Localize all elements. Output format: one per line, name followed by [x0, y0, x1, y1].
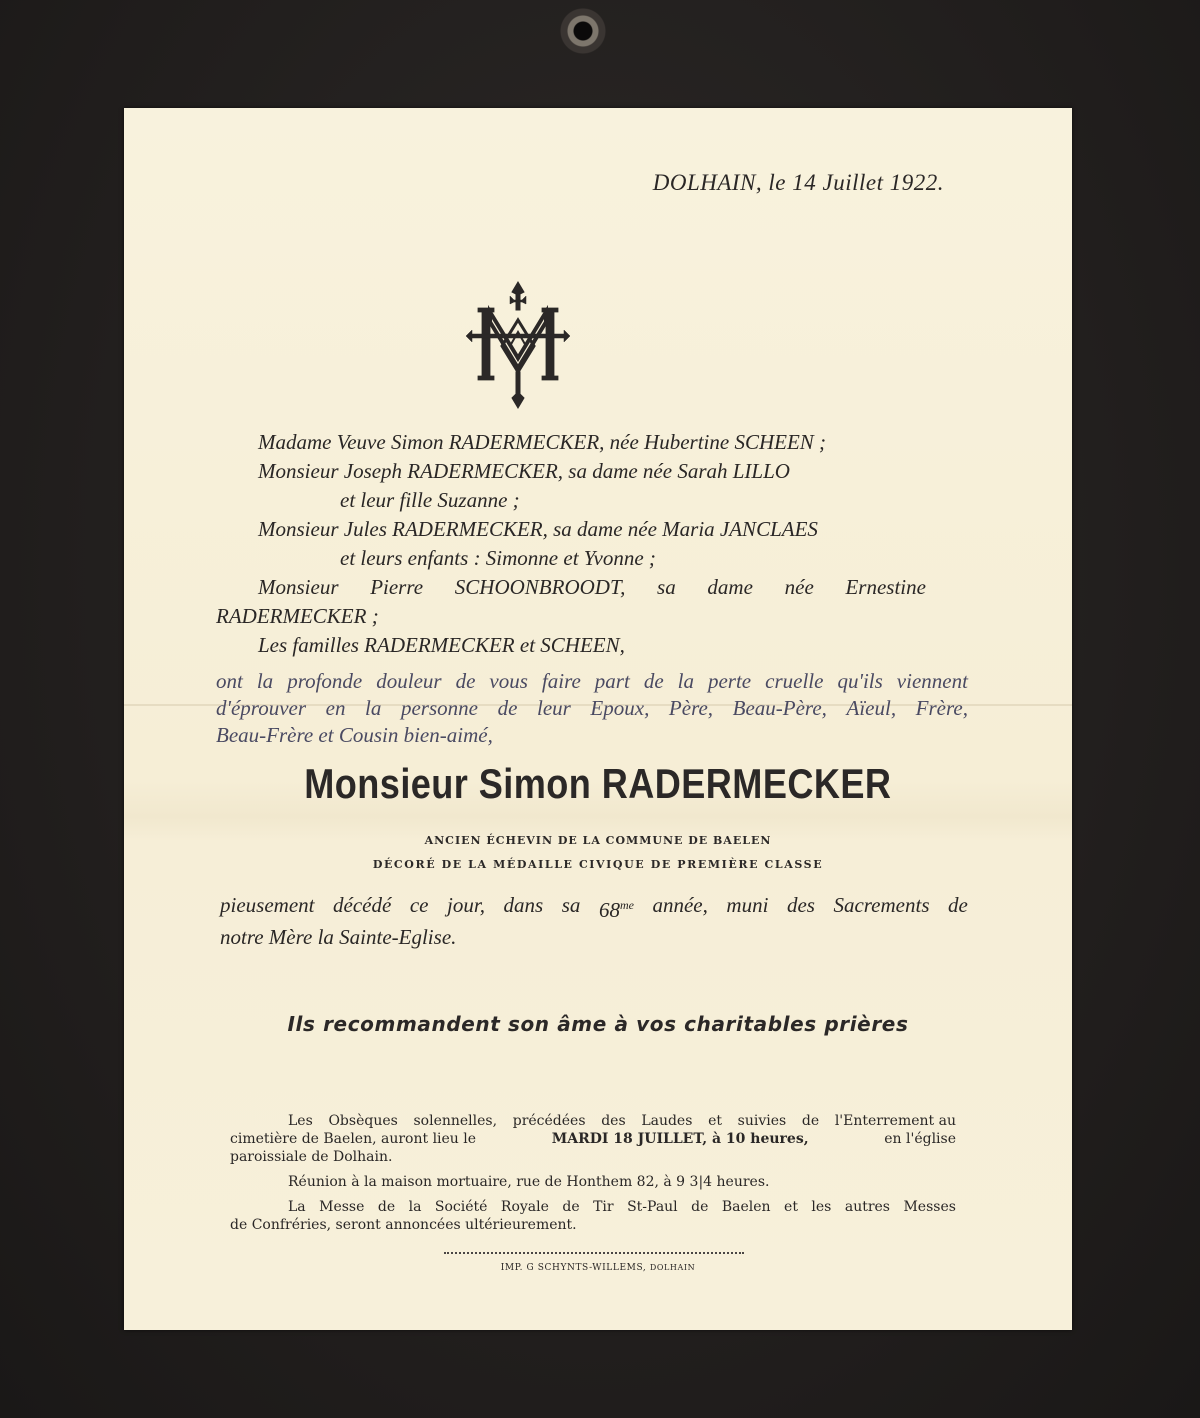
family-list	[216, 428, 976, 660]
word: année,	[652, 893, 708, 917]
word: de	[948, 893, 968, 917]
word: leur	[537, 696, 571, 720]
funeral-place: cimetière de Baelen, auront lieu le	[230, 1131, 477, 1147]
word: Beau-Père,	[732, 696, 827, 720]
family-line-jules: Monsieur Jules RADERMECKER, sa dame née Maria JANCLAES	[258, 517, 818, 541]
marian-monogram-emblem	[464, 280, 572, 410]
word: la	[408, 1199, 422, 1215]
word: l'Enterrement au	[834, 1113, 956, 1129]
deceased-title-medal: DÉCORÉ DE LA MÉDAILLE CIVIQUE DE PREMIÈRE CLASSE	[372, 858, 824, 871]
word: Tir	[593, 1199, 614, 1215]
deceased-name: Monsieur Simon RADERMECKER	[304, 760, 892, 807]
word: ont	[216, 669, 243, 693]
family-line-jules-children: et leurs enfants : Simonne et Yvonne ;	[340, 546, 656, 570]
funeral-church: en l'église	[884, 1131, 956, 1147]
word: viennent	[896, 669, 968, 693]
death-line-1	[220, 892, 968, 924]
word: personne	[400, 696, 478, 720]
word: suivies	[737, 1113, 787, 1129]
announcement-line-2	[216, 695, 968, 722]
word: Sacrements	[833, 893, 930, 917]
word: autres	[844, 1199, 890, 1215]
printer-credit	[124, 1263, 1072, 1273]
printer-town: DOLHAIN	[649, 1263, 696, 1272]
word: jour,	[447, 893, 485, 917]
funeral-details	[230, 1112, 956, 1234]
mass-line-2: de Confréries, seront annoncées ultérieurement.	[230, 1217, 577, 1233]
word: et	[708, 1113, 722, 1129]
word: Laudes	[641, 1113, 693, 1129]
word: de	[455, 669, 476, 693]
word: SCHOONBROODT,	[454, 575, 626, 599]
age-suffix: me	[619, 898, 634, 912]
word: de	[643, 669, 664, 693]
dateline: DOLHAIN, le 14 Juillet 1922.	[652, 170, 944, 195]
word: Monsieur	[258, 575, 339, 599]
prayer-request: Ils recommandent son âme à vos charitables prières	[287, 1012, 909, 1036]
deceased-title-alderman: ANCIEN ÉCHEVIN DE LA COMMUNE DE BAELEN	[424, 834, 772, 847]
word: Aïeul,	[846, 696, 897, 720]
death-line-2: notre Mère la Sainte-Eglise.	[220, 925, 457, 949]
funeral-notice-sheet	[124, 108, 1072, 1330]
word: la	[365, 696, 382, 720]
word: dans	[503, 893, 544, 917]
announcement-paragraph	[216, 668, 968, 749]
word: Epoux,	[590, 696, 650, 720]
word: Père,	[668, 696, 714, 720]
family-line-widow: Madame Veuve Simon RADERMECKER, née Hubertine SCHEEN ;	[258, 430, 827, 454]
funeral-date-time: MARDI 18 JUILLET, à 10 heures,	[551, 1131, 809, 1147]
funeral-line-2	[230, 1130, 956, 1148]
family-line-pierre-cont: RADERMECKER ;	[216, 604, 379, 628]
word: la	[256, 669, 274, 693]
word: en	[325, 696, 346, 720]
word: des	[786, 893, 815, 917]
word: Frère,	[915, 696, 968, 720]
death-statement	[220, 892, 968, 951]
word: Ernestine	[845, 575, 926, 599]
word: de	[497, 696, 518, 720]
word: de	[801, 1113, 820, 1129]
word: de	[562, 1199, 580, 1215]
word: pieusement	[220, 893, 315, 917]
word: La	[288, 1199, 306, 1215]
word: Pierre	[370, 575, 424, 599]
printer-name: IMP. G SCHYNTS-WILLEMS,	[500, 1263, 647, 1273]
word: perte	[707, 669, 752, 693]
word: de	[377, 1199, 396, 1215]
word: ce	[409, 893, 429, 917]
age	[599, 892, 634, 924]
word: part	[594, 669, 630, 693]
word: sa	[561, 893, 581, 917]
family-line-families: Les familles RADERMECKER et SCHEEN,	[258, 633, 625, 657]
hanging-hole	[560, 8, 606, 54]
word: solennelles,	[413, 1113, 498, 1129]
word: et	[784, 1199, 798, 1215]
mass-line-1	[230, 1198, 956, 1216]
word: Messe	[319, 1199, 365, 1215]
word: Obsèques	[328, 1113, 398, 1129]
word: Royale	[500, 1199, 549, 1215]
family-line-pierre	[216, 573, 926, 602]
word: des	[601, 1113, 626, 1129]
word: née	[784, 575, 814, 599]
word: d'éprouver	[216, 696, 307, 720]
announcement-line-1	[216, 668, 968, 695]
age-number: 68	[598, 898, 620, 922]
word: les	[811, 1199, 832, 1215]
word: la	[677, 669, 694, 693]
word: Société	[434, 1199, 488, 1215]
word: précédées	[512, 1113, 586, 1129]
dotted-divider	[444, 1252, 744, 1254]
word: faire	[541, 669, 581, 693]
word: profonde	[287, 669, 363, 693]
word: sa	[657, 575, 676, 599]
meeting-line: Réunion à la maison mortuaire, rue de Honthem 82, à 9 3|4 heures.	[288, 1174, 770, 1190]
word: cruelle	[765, 669, 824, 693]
word: vous	[489, 669, 528, 693]
word: Baelen	[721, 1199, 771, 1215]
family-line-joseph: Monsieur Joseph RADERMECKER, sa dame née Sarah LILLO	[258, 459, 790, 483]
word: Messes	[903, 1199, 956, 1215]
family-line-joseph-child: et leur fille Suzanne ;	[340, 488, 520, 512]
word: décédé	[333, 893, 392, 917]
word: douleur	[376, 669, 442, 693]
word: St-Paul	[627, 1199, 678, 1215]
word: qu'ils	[837, 669, 883, 693]
funeral-line-3: paroissiale de Dolhain.	[230, 1149, 393, 1165]
word: Les	[288, 1113, 313, 1129]
funeral-line-1	[230, 1112, 956, 1130]
word: dame	[707, 575, 753, 599]
word: de	[691, 1199, 709, 1215]
announcement-line-3: Beau-Frère et Cousin bien-aimé,	[216, 723, 493, 747]
word: muni	[726, 893, 769, 917]
